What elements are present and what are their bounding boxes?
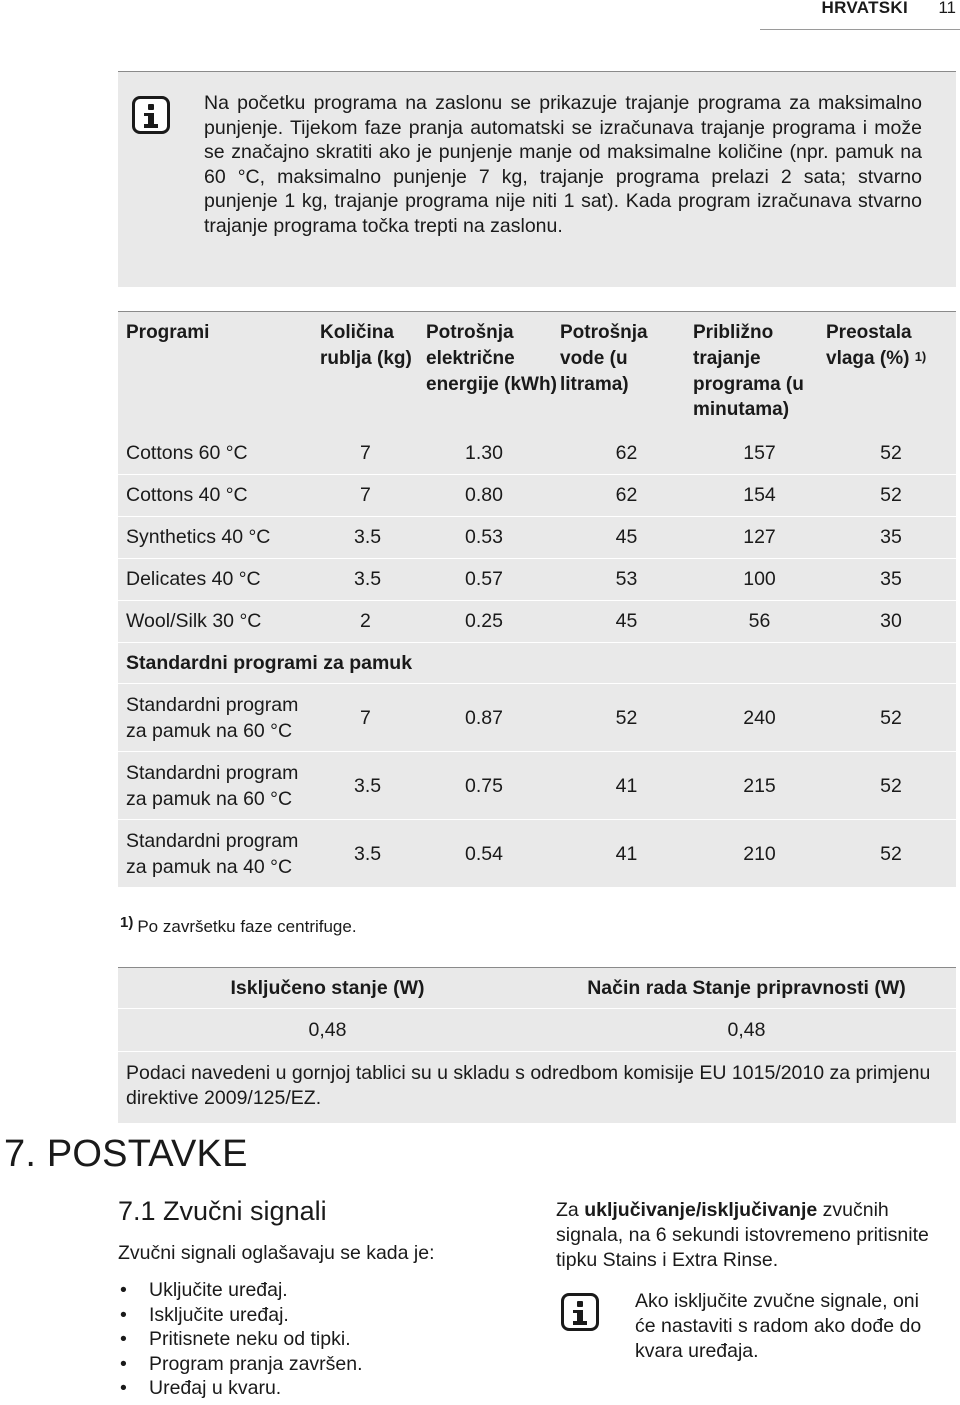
header-rule bbox=[760, 29, 960, 30]
standby-note-row bbox=[118, 1052, 956, 1124]
duration-value: 154 bbox=[693, 475, 826, 517]
water-value: 41 bbox=[560, 752, 693, 820]
list-item bbox=[118, 1303, 363, 1328]
standby-value-row bbox=[118, 1009, 956, 1052]
load-value: 7 bbox=[360, 442, 371, 465]
energy-value: 0.57 bbox=[426, 559, 560, 601]
duration-value: 210 bbox=[693, 820, 826, 888]
moisture-value: 35 bbox=[826, 517, 956, 559]
consumption-table bbox=[118, 311, 956, 887]
list-item-text: Uključite uređaj. bbox=[149, 1279, 288, 1301]
table-row bbox=[118, 559, 956, 601]
moisture-value: 30 bbox=[826, 601, 956, 643]
off-mode-header: Isključeno stanje (W) bbox=[118, 968, 537, 1009]
bullet: • bbox=[120, 1352, 127, 1375]
moisture-value: 35 bbox=[826, 559, 956, 601]
moisture-value: 52 bbox=[826, 752, 956, 820]
water-value: 52 bbox=[560, 684, 693, 752]
toggle-bold: uključivanje/isključivanje bbox=[584, 1199, 818, 1221]
standby-mode-value: 0,48 bbox=[537, 1009, 956, 1052]
standby-table bbox=[118, 967, 956, 1123]
page-number: 11 bbox=[938, 0, 956, 17]
table-row bbox=[118, 601, 956, 643]
list-item-text: Isključite uređaj. bbox=[149, 1303, 289, 1326]
off-mode-value: 0,48 bbox=[118, 1009, 537, 1052]
subsection-title: 7.1 Zvučni signali bbox=[118, 1196, 327, 1226]
water-value: 41 bbox=[560, 820, 693, 888]
header-energy: Potrošnja električne energije (kWh) bbox=[426, 312, 560, 434]
moisture-value: 52 bbox=[826, 820, 956, 888]
bullet: • bbox=[120, 1328, 127, 1350]
table-header-row bbox=[118, 312, 956, 434]
info-icon bbox=[561, 1293, 599, 1331]
regulation-note: Podaci navedeni u gornjoj tablici su u skladu s odredbom komisije EU 1015/2010 za primjenu direktive 2009/125/EZ. bbox=[118, 1052, 956, 1124]
list-item bbox=[118, 1327, 363, 1352]
load-value: 3.5 bbox=[320, 820, 426, 888]
header-load: Količina rublja (kg) bbox=[320, 312, 426, 434]
energy-value: 0.25 bbox=[426, 601, 560, 643]
signals-list bbox=[118, 1278, 363, 1401]
moisture-value: 52 bbox=[826, 475, 956, 517]
program-name: Standardni program za pamuk na 60 °C bbox=[118, 684, 320, 752]
standby-mode-header: Način rada Stanje pripravnosti (W) bbox=[537, 968, 956, 1009]
table-row bbox=[118, 433, 956, 475]
energy-value: 0.80 bbox=[426, 475, 560, 517]
program-name: Cottons 40 °C bbox=[118, 475, 320, 517]
table-row bbox=[118, 684, 956, 752]
water-value: 53 bbox=[560, 559, 693, 601]
footnote-mark: 1) bbox=[120, 914, 134, 931]
water-value: 45 bbox=[560, 601, 693, 643]
duration-value: 157 bbox=[743, 442, 776, 465]
info-note-box bbox=[118, 71, 956, 287]
list-item bbox=[118, 1278, 363, 1303]
list-item bbox=[118, 1376, 363, 1401]
header-moisture bbox=[826, 312, 956, 434]
header-duration: Približno trajanje programa (u minutama) bbox=[693, 312, 826, 434]
list-item bbox=[118, 1352, 363, 1377]
load-value: 3.5 bbox=[320, 517, 426, 559]
standby-header-row bbox=[118, 968, 956, 1009]
signals-info-note: Ako isključite zvučne signale, oni će nastaviti s radom ako dođe do kvara uređaja. bbox=[635, 1290, 922, 1362]
table-row bbox=[118, 517, 956, 559]
section-title: 7. POSTAVKE bbox=[4, 1133, 248, 1175]
load-value: 3.5 bbox=[320, 559, 426, 601]
program-name: Delicates 40 °C bbox=[118, 559, 320, 601]
program-name: Standardni program za pamuk na 60 °C bbox=[118, 752, 320, 820]
list-item-text: Pritisnete neku od tipki. bbox=[149, 1328, 351, 1350]
duration-value: 215 bbox=[693, 752, 826, 820]
moisture-value: 52 bbox=[826, 684, 956, 752]
load-value: 7 bbox=[320, 475, 426, 517]
list-item-text: Program pranja završen. bbox=[149, 1352, 363, 1375]
list-item-text: Uređaj u kvaru. bbox=[149, 1377, 282, 1399]
header-moisture-label: Preostala vlaga (%) bbox=[826, 322, 912, 369]
duration-value: 100 bbox=[693, 559, 826, 601]
energy-value: 0.53 bbox=[426, 517, 560, 559]
bullet: • bbox=[120, 1377, 127, 1399]
water-value: 45 bbox=[560, 517, 693, 559]
energy-value: 0.54 bbox=[426, 820, 560, 888]
duration-value: 127 bbox=[693, 517, 826, 559]
moisture-value: 52 bbox=[880, 442, 902, 465]
group-title: Standardni programi za pamuk bbox=[118, 643, 956, 684]
energy-value: 1.30 bbox=[465, 442, 503, 465]
table-row bbox=[118, 475, 956, 517]
table-row bbox=[118, 820, 956, 888]
bullet: • bbox=[120, 1303, 127, 1326]
toggle-suffix: zvučnih signala, na 6 sekundi istovremeno pritisnite tipku Stains i Extra Rinse. bbox=[556, 1199, 929, 1271]
energy-value: 0.75 bbox=[426, 752, 560, 820]
info-icon bbox=[132, 96, 170, 134]
toggle-prefix: Za bbox=[556, 1199, 585, 1221]
toggle-signals-paragraph bbox=[556, 1198, 946, 1273]
header-water: Potrošnja vode (u litrama) bbox=[560, 312, 693, 434]
page-header bbox=[0, 0, 960, 22]
program-name: Synthetics 40 °C bbox=[118, 517, 320, 559]
group-title-row bbox=[118, 643, 956, 684]
water-value: 62 bbox=[560, 475, 693, 517]
load-value: 3.5 bbox=[320, 752, 426, 820]
table-row bbox=[118, 752, 956, 820]
water-value: 62 bbox=[615, 442, 638, 465]
header-language: HRVATSKI bbox=[821, 0, 908, 17]
table-footnote bbox=[120, 914, 357, 937]
footnote-mark: 1) bbox=[914, 348, 927, 364]
program-name: Wool/Silk 30 °C bbox=[118, 601, 320, 643]
energy-value: 0.87 bbox=[426, 684, 560, 752]
program-name: Standardni program za pamuk na 40 °C bbox=[118, 820, 320, 888]
duration-value: 240 bbox=[693, 684, 826, 752]
load-value: 2 bbox=[320, 601, 426, 643]
load-value: 7 bbox=[320, 684, 426, 752]
info-note-text: Na početku programa na zaslonu se prikazuje trajanje programa za maksimalno punjenje. Tijekom faze pranja automatski se izračunava trajanje programa i može se značajno skratiti ako je punjenje manje od maksimalne količine (npr. pamuk na 60 °C, maksimalno punjenje 7 kg, trajanje programa prelazi 2 sata; stvarno punjenje 1 kg, trajanje programa nije niti 1 sat). Kada program izračunava stvarno trajanje programa točka trepti na zaslonu. bbox=[204, 92, 922, 237]
duration-value: 56 bbox=[693, 601, 826, 643]
bullet: • bbox=[120, 1279, 127, 1301]
footnote-text: Po završetku faze centrifuge. bbox=[137, 917, 357, 936]
signals-intro: Zvučni signali oglašavaju se kada je: bbox=[118, 1242, 435, 1264]
program-name: Cottons 60 °C bbox=[126, 442, 248, 465]
header-programs: Programi bbox=[118, 312, 320, 434]
